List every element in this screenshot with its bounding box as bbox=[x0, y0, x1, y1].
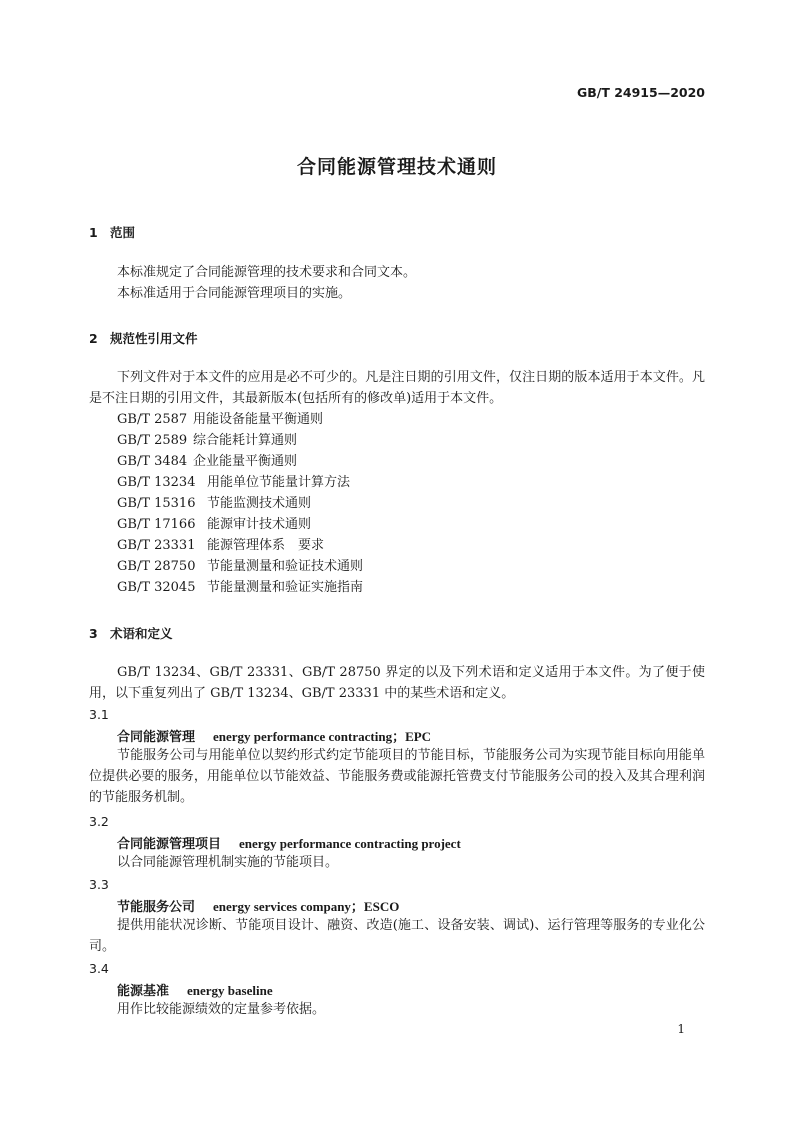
term-english: energy performance contracting；EPC bbox=[213, 729, 432, 744]
reference-code: GB/T 13234 bbox=[117, 475, 196, 490]
reference-title: 综合能耗计算通则 bbox=[193, 433, 298, 448]
term-number: 3.4 bbox=[89, 961, 109, 976]
reference-item bbox=[117, 451, 297, 472]
term-english: energy services company；ESCO bbox=[213, 899, 400, 914]
reference-title: 企业能量平衡通则 bbox=[193, 454, 298, 469]
reference-code: GB/T 17166 bbox=[117, 517, 196, 532]
section-1-heading bbox=[89, 223, 135, 241]
term-heading bbox=[117, 726, 431, 745]
reference-item bbox=[117, 493, 311, 514]
paragraph: 下列文件对于本文件的应用是必不可少的。凡是注日期的引用文件，仅注日期的版本适用于本文件。凡是不注日期的引用文件，其最新版本(包括所有的修改单)适用于本文件。 bbox=[89, 370, 705, 406]
term-number: 3.2 bbox=[89, 814, 109, 829]
term-definition: 提供用能状况诊断、节能项目设计、融资、改造(施工、设备安装、调试)、运行管理等服务的专业化公司。 bbox=[89, 918, 705, 954]
term-chinese: 合同能源管理项目 bbox=[117, 837, 222, 852]
reference-item bbox=[117, 577, 363, 598]
reference-title: 用能设备能量平衡通则 bbox=[193, 412, 324, 427]
section-number: 2 bbox=[89, 331, 98, 346]
term-number: 3.3 bbox=[89, 877, 109, 892]
reference-item bbox=[117, 514, 311, 535]
reference-title: 能源审计技术通则 bbox=[207, 517, 312, 532]
term-english: energy performance contracting project bbox=[239, 836, 461, 851]
reference-code: GB/T 15316 bbox=[117, 496, 196, 511]
reference-code: GB/T 3484 bbox=[117, 454, 188, 469]
term-definition: 用作比较能源绩效的定量参考依据。 bbox=[117, 1002, 326, 1017]
reference-title: 节能量测量和验证技术通则 bbox=[207, 559, 364, 574]
reference-item bbox=[117, 430, 297, 451]
reference-title: 能源管理体系 要求 bbox=[207, 538, 325, 553]
term-definition: 以合同能源管理机制实施的节能项目。 bbox=[117, 855, 339, 870]
reference-item bbox=[117, 472, 350, 493]
section-title: 规范性引用文件 bbox=[110, 331, 198, 346]
reference-code: GB/T 2587 bbox=[117, 412, 188, 427]
reference-title: 节能监测技术通则 bbox=[207, 496, 312, 511]
section-3-heading bbox=[89, 624, 173, 642]
reference-item bbox=[117, 556, 363, 577]
term-heading bbox=[117, 833, 461, 852]
page-number: 1 bbox=[677, 1022, 685, 1036]
standard-code: GB/T 24915—2020 bbox=[576, 85, 705, 100]
reference-code: GB/T 23331 bbox=[117, 538, 196, 553]
reference-item bbox=[117, 409, 323, 430]
reference-code: GB/T 2589 bbox=[117, 433, 188, 448]
document-title: 合同能源管理技术通则 bbox=[296, 156, 497, 178]
term-definition: 节能服务公司与用能单位以契约形式约定节能项目的节能目标，节能服务公司为实现节能目标向用能单位提供必要的服务，用能单位以节能效益、节能服务费或能源托管费支付节能服务公司的投入及其合理利润的节能服务机制。 bbox=[89, 748, 705, 805]
paragraph: GB/T 13234、GB/T 23331、GB/T 28750 界定的以及下列术语和定义适用于本文件。为了便于使用，以下重复列出了 GB/T 13234、GB/T 23331 中的某些术语和定义。 bbox=[89, 665, 705, 701]
reference-title: 节能量测量和验证实施指南 bbox=[207, 580, 364, 595]
section-number: 1 bbox=[89, 225, 98, 240]
reference-code: GB/T 28750 bbox=[117, 559, 196, 574]
reference-item bbox=[117, 535, 324, 556]
term-chinese: 能源基准 bbox=[117, 984, 170, 999]
section-title: 术语和定义 bbox=[110, 626, 173, 641]
term-english: energy baseline bbox=[187, 983, 273, 998]
reference-code: GB/T 32045 bbox=[117, 580, 196, 595]
term-chinese: 合同能源管理 bbox=[117, 730, 196, 745]
section-title: 范围 bbox=[110, 225, 136, 240]
paragraph: 本标准适用于合同能源管理项目的实施。 bbox=[117, 286, 352, 301]
section-2-heading bbox=[89, 329, 198, 347]
reference-title: 用能单位节能量计算方法 bbox=[207, 475, 351, 490]
term-heading bbox=[117, 896, 399, 915]
section-number: 3 bbox=[89, 626, 98, 641]
paragraph: 本标准规定了合同能源管理的技术要求和合同文本。 bbox=[117, 265, 417, 280]
term-chinese: 节能服务公司 bbox=[117, 900, 196, 915]
term-heading bbox=[117, 980, 273, 999]
term-number: 3.1 bbox=[89, 707, 109, 722]
